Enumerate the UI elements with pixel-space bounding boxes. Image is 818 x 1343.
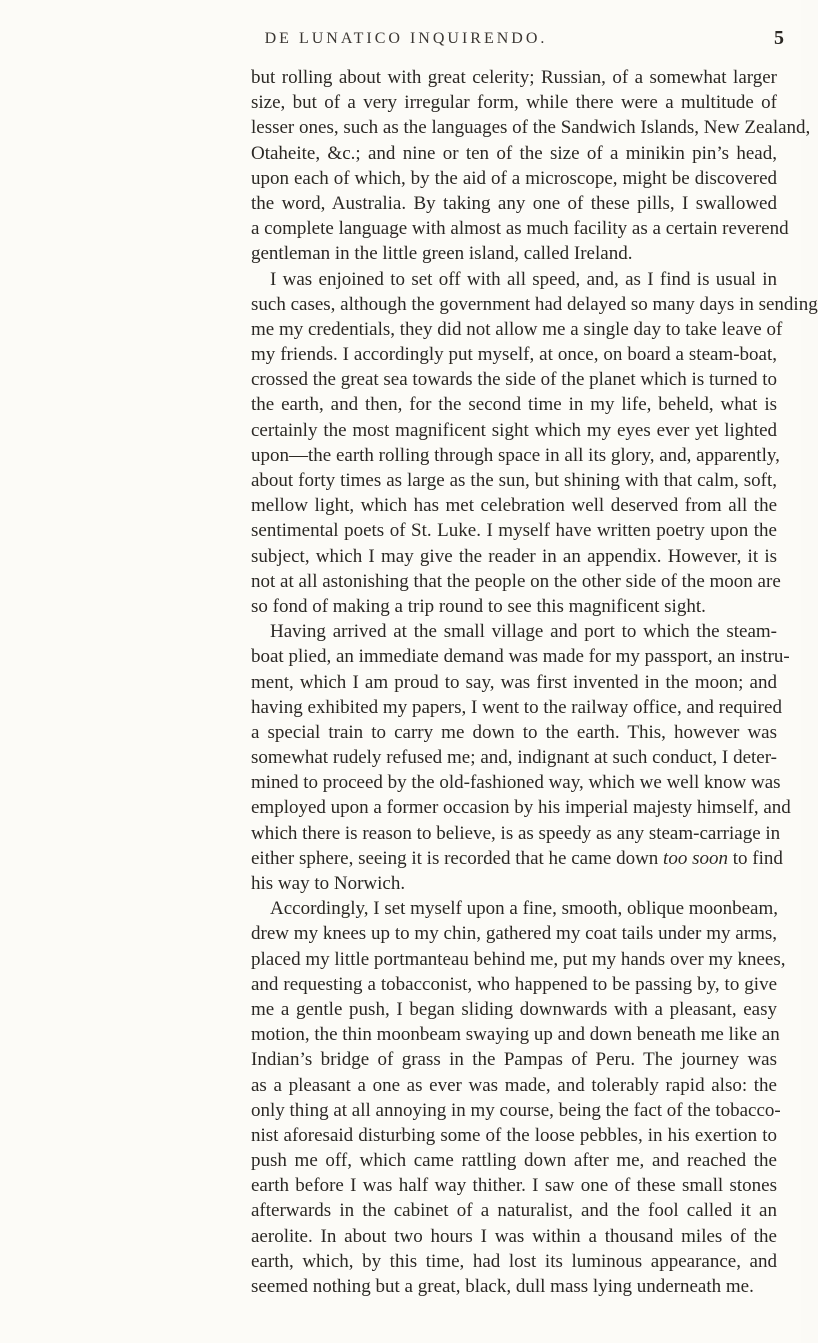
text-line <box>251 241 777 266</box>
page-number: 5 <box>774 27 784 49</box>
text-line <box>251 90 777 115</box>
text-line <box>251 418 777 443</box>
text-line <box>251 695 782 720</box>
text-line <box>251 493 777 518</box>
text-line-content: size, but of a very irregular form, while there were a multitude of <box>251 92 777 114</box>
text-line-content: aerolite. In about two hours I was within a thousand miles of the <box>251 1225 777 1247</box>
text-line <box>251 1274 777 1299</box>
text-line-content: as a pleasant a one as ever was made, and tolerably rapid also: the <box>251 1074 777 1096</box>
text-line <box>251 216 789 241</box>
text-line <box>251 1047 777 1072</box>
text-line-content: subject, which I may give the reader in an appendix. However, it is <box>251 545 777 567</box>
text-line-content: Having arrived at the small village and port to which the steam- <box>270 621 777 643</box>
text-line <box>251 871 777 896</box>
text-line <box>251 644 790 669</box>
text-line <box>251 1022 780 1047</box>
text-line <box>251 544 777 569</box>
text-line <box>251 317 783 342</box>
text-line-content: so fond of making a trip round to see this magnificent sight. <box>251 595 706 617</box>
page-header <box>28 27 784 62</box>
text-line <box>251 795 791 820</box>
text-line <box>251 1098 781 1123</box>
text-line <box>251 342 777 367</box>
text-line <box>251 619 777 644</box>
text-line <box>251 1224 777 1249</box>
text-line-content: such cases, although the government had delayed so many days in sending <box>251 293 818 315</box>
text-line <box>251 821 781 846</box>
text-line-content: and requesting a tobacconist, who happened to be passing by, to give <box>251 973 777 995</box>
text-line-content: certainly the most magnificent sight which my eyes ever yet lighted <box>251 419 777 441</box>
text-line-content: sentimental poets of St. Luke. I myself have written poetry upon the <box>251 520 777 542</box>
text-line <box>251 896 777 921</box>
text-line <box>251 468 777 493</box>
text-line <box>251 518 777 543</box>
text-line <box>251 392 777 417</box>
text-line <box>251 1073 777 1098</box>
text-line <box>251 921 777 946</box>
text-line <box>251 191 777 216</box>
text-line <box>251 720 777 745</box>
text-line <box>251 443 780 468</box>
text-line-content: mellow light, which has met celebration well deserved from all the <box>251 495 777 517</box>
text-line-content: a complete language with almost as much facility as a certain reverend <box>251 218 789 240</box>
text-line-content: motion, the thin moonbeam swaying up and down beneath me like an <box>251 1024 780 1046</box>
text-line <box>251 267 777 292</box>
text-line <box>251 846 783 871</box>
text-line <box>251 745 777 770</box>
text-line-content: me a gentle push, I began sliding downwards with a pleasant, easy <box>251 998 777 1020</box>
text-line-content: push me off, which came rattling down after me, and reached the <box>251 1150 777 1172</box>
text-line-content: somewhat rudely refused me; and, indignant at such conduct, I deter- <box>251 747 777 769</box>
text-line-content: nist aforesaid disturbing some of the loose pebbles, in his exertion to <box>251 1124 777 1146</box>
text-line-content: employed upon a former occasion by his imperial majesty himself, and <box>251 797 791 819</box>
text-line-content: me my credentials, they did not allow me a single day to take leave of <box>251 318 783 340</box>
text-line <box>251 997 777 1022</box>
text-line <box>251 770 781 795</box>
text-line-content: earth before I was half way thither. I saw one of these small stones <box>251 1175 777 1197</box>
text-line-content: only thing at all annoying in my course, being the fact of the tobacco- <box>251 1099 781 1121</box>
text-line <box>251 947 786 972</box>
text-line <box>251 1148 777 1173</box>
text-line-content: which there is reason to believe, is as speedy as any steam-carriage in <box>251 822 781 844</box>
text-line-content: seemed nothing but a great, black, dull mass lying underneath me. <box>251 1276 754 1297</box>
text-line-content: upon—the earth rolling through space in all its glory, and, apparently, <box>251 444 780 466</box>
text-line-content: Indian’s bridge of grass in the Pampas of Peru. The journey was <box>251 1049 777 1071</box>
text-line <box>251 972 777 997</box>
italic-emphasis: too soon <box>663 847 728 869</box>
text-line <box>251 65 777 90</box>
text-line-content: about forty times as large as the sun, but shining with that calm, soft, <box>251 470 777 491</box>
text-line <box>251 1249 777 1274</box>
text-line <box>251 292 818 317</box>
text-line <box>251 1173 777 1198</box>
running-title: DE LUNATICO INQUIRENDO. <box>264 30 548 47</box>
body-text <box>0 65 818 1325</box>
text-segment: either sphere, seeing it is recorded that he came down <box>251 847 664 869</box>
text-line <box>251 367 777 392</box>
text-line-content: mined to proceed by the old-fashioned way, which we well know was <box>251 772 781 794</box>
text-line-content: crossed the great sea towards the side of the planet which is turned to <box>251 369 778 391</box>
text-line-content <box>251 846 783 871</box>
text-line-content: but rolling about with great celerity; Russian, of a somewhat larger <box>251 67 777 88</box>
text-line <box>251 569 781 594</box>
text-line-content: the word, Australia. By taking any one of these pills, I swallowed <box>251 192 777 214</box>
text-line-content: upon each of which, by the aid of a microscope, might be discovered <box>251 167 777 189</box>
text-line <box>251 670 777 695</box>
text-line-content: drew my knees up to my chin, gathered my coat tails under my arms, <box>251 923 777 945</box>
text-line-content: Otaheite, &c.; and nine or ten of the size of a minikin pin’s head, <box>251 142 777 164</box>
text-line-content: the earth, and then, for the second time in my life, beheld, what is <box>251 394 777 416</box>
text-line <box>251 166 777 191</box>
text-line-content: ment, which I am proud to say, was first invented in the moon; and <box>251 671 777 693</box>
text-line-content: gentleman in the little green island, called Ireland. <box>251 243 633 265</box>
text-line <box>251 141 777 166</box>
text-segment: to find <box>727 847 783 869</box>
text-line-content: afterwards in the cabinet of a naturalist, and the fool called it an <box>251 1200 777 1222</box>
text-line <box>251 594 777 619</box>
text-line-content: earth, which, by this time, had lost its luminous appearance, and <box>251 1250 777 1272</box>
text-line <box>251 1198 777 1223</box>
text-line-content: having exhibited my papers, I went to the railway office, and required <box>251 696 782 718</box>
text-line-content: I was enjoined to set off with all speed, and, as I find is usual in <box>270 268 777 290</box>
text-line-content: his way to Norwich. <box>251 873 406 894</box>
text-line-content: lesser ones, such as the languages of the Sandwich Islands, New Zealand, <box>251 117 811 139</box>
text-line-content: not at all astonishing that the people on the other side of the moon are <box>251 570 781 592</box>
text-line <box>251 115 811 140</box>
text-line-content: placed my little portmanteau behind me, put my hands over my knees, <box>251 948 786 970</box>
text-line-content: a special train to carry me down to the earth. This, however was <box>251 721 777 743</box>
text-line-content: my friends. I accordingly put myself, at once, on board a steam-boat, <box>251 344 777 366</box>
text-line <box>251 1123 777 1148</box>
text-line-content: boat plied, an immediate demand was made for my passport, an instru- <box>251 646 790 668</box>
text-line-content: Accordingly, I set myself upon a fine, smooth, oblique moonbeam, <box>270 898 778 920</box>
